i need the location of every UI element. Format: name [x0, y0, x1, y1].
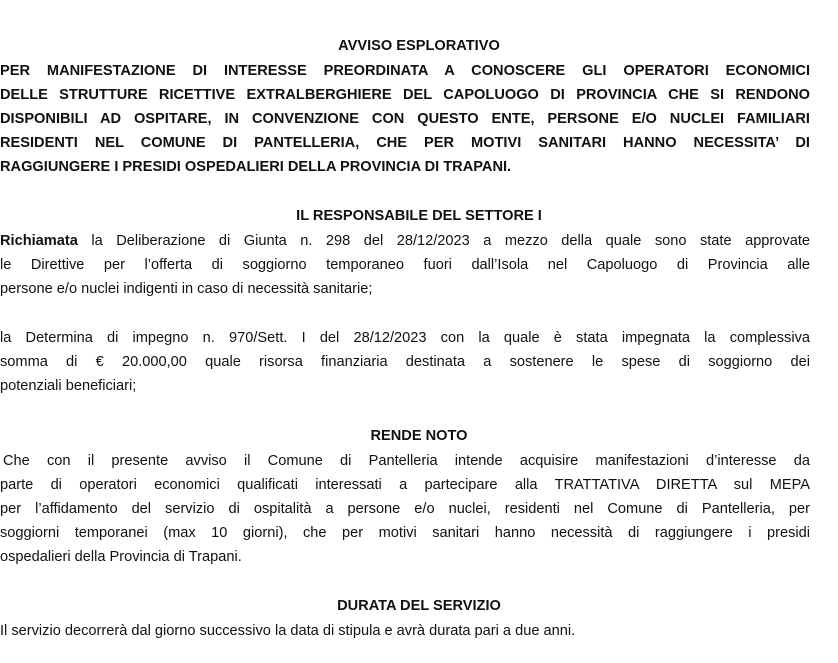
p1-line-3: persone e/o nuclei indigenti in caso di necessità sanitarie;: [0, 281, 373, 297]
p3-line-2: parte di operatori economici qualificati interessati a partecipare alla TRATTATIVA DIRETTA sul MEPA: [0, 477, 810, 493]
heading-rende-noto: RENDE NOTO: [370, 428, 468, 444]
p1-line-2: le Direttive per l’offerta di soggiorno temporaneo fuori dall’Isola nel Capoluogo di Provincia alle: [0, 257, 810, 273]
heading-avviso-esplorativo: AVVISO ESPLORATIVO: [338, 38, 500, 54]
intro-line-5: RAGGIUNGERE I PRESIDI OSPEDALIERI DELLA PROVINCIA DI TRAPANI.: [0, 159, 512, 175]
p1-bold-lead: Richiamata: [0, 233, 78, 249]
intro-line-1: PER MANIFESTAZIONE DI INTERESSE PREORDINATA A CONOSCERE GLI OPERATORI ECONOMICI: [0, 63, 810, 79]
p3-line-3: per l’affidamento del servizio di ospitalità a persone e/o nuclei, residenti nel Comune di Pantelleria, per: [0, 501, 810, 517]
p3-line-5: ospedalieri della Provincia di Trapani.: [0, 549, 242, 565]
intro-line-2: DELLE STRUTTURE RICETTIVE EXTRALBERGHIERE DEL CAPOLUOGO DI PROVINCIA CHE SI RENDONO: [0, 87, 810, 103]
p4-line-1: Il servizio decorrerà dal giorno successivo la data di stipula e avrà durata pari a due anni.: [0, 623, 576, 639]
heading-responsabile: IL RESPONSABILE DEL SETTORE I: [296, 208, 542, 224]
p2-line-3: potenziali beneficiari;: [0, 378, 137, 394]
p2-line-2: somma di € 20.000,00 quale risorsa finanziaria destinata a sostenere le spese di soggiorno dei: [0, 354, 810, 370]
intro-line-4: RESIDENTI NEL COMUNE DI PANTELLERIA, CHE PER MOTIVI SANITARI HANNO NECESSITA’ DI: [0, 135, 810, 151]
heading-durata-servizio: DURATA DEL SERVIZIO: [337, 598, 501, 614]
p1-line-1-rest: la Deliberazione di Giunta n. 298 del 28/12/2023 a mezzo della quale sono state approvate: [77, 233, 810, 249]
p2-line-1: la Determina di impegno n. 970/Sett. I del 28/12/2023 con la quale è stata impegnata la complessiva: [0, 330, 810, 346]
p3-line-4: soggiorni temporanei (max 10 giorni), che per motivi sanitari hanno necessità di raggiungere i presidi: [0, 525, 810, 541]
p1-line-1: [0, 231, 810, 251]
intro-line-3: DISPONIBILI AD OSPITARE, IN CONVENZIONE CON QUESTO ENTE, PERSONE E/O NUCLEI FAMILIARI: [0, 111, 810, 127]
p3-line-1: Che con il presente avviso il Comune di Pantelleria intende acquisire manifestazioni d’interesse da: [3, 453, 810, 469]
